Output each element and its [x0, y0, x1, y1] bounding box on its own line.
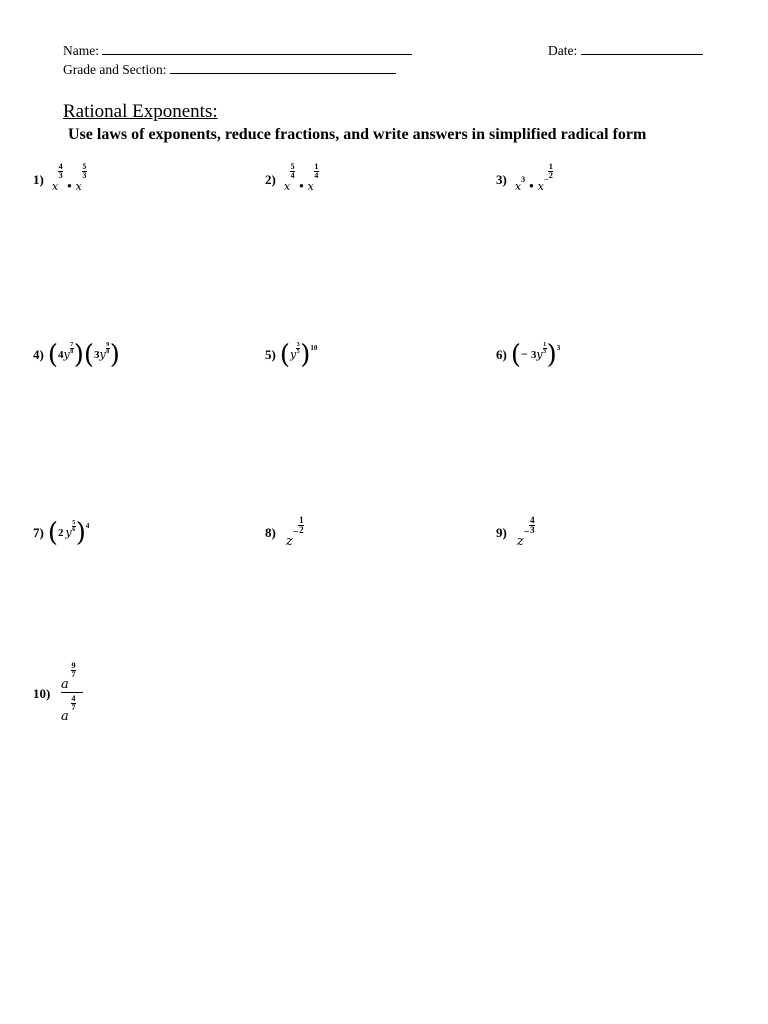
close-paren: ) [300, 340, 311, 370]
multiply-dot: • [299, 178, 304, 193]
date-field[interactable] [581, 42, 703, 55]
exponent-fraction: $\frac{5}{4}$ [290, 162, 295, 180]
variable: y [290, 348, 297, 361]
coefficient: 2 [58, 527, 64, 539]
close-paren: ) [75, 518, 86, 548]
problem-3 [496, 162, 553, 193]
problem-4 [33, 340, 120, 370]
problem-number: 2) [265, 172, 276, 187]
base: x [283, 180, 291, 193]
close-paren: ) [109, 340, 120, 370]
problem-6 [496, 340, 560, 370]
exponent-sign: − [543, 175, 549, 184]
problem-number: 1) [33, 172, 44, 187]
exponent-fraction: $\frac{4}{3}$ [58, 162, 63, 180]
variable: y [65, 526, 72, 539]
problem-8 [265, 515, 304, 549]
variable: y [536, 348, 543, 361]
variable: y [63, 348, 70, 361]
base: x [51, 180, 59, 193]
variable: y [99, 348, 106, 361]
exponent-fraction: $\frac{5}{6}$ [72, 520, 76, 533]
exponent-fraction: $\frac{9}{8}$ [106, 342, 110, 355]
problem-number: 10) [33, 686, 51, 701]
exponent-sign: − [292, 527, 299, 538]
problem-number: 6) [496, 347, 507, 362]
grade-label: Grade and Section: [63, 62, 167, 77]
grade-field[interactable] [170, 61, 396, 74]
variable: a [61, 677, 69, 692]
exponent-fraction: $\frac{1}{3}$ [543, 342, 547, 355]
base: x [307, 180, 314, 193]
exponent-fraction: $\frac{7}{8}$ [70, 342, 74, 355]
exponent-fraction: 9 7 [71, 661, 76, 679]
exponent-sign: − [523, 527, 530, 538]
date-label: Date: [548, 43, 578, 58]
open-paren: ( [83, 340, 95, 370]
problem-number: 5) [265, 347, 276, 362]
exponent-fraction: $\frac{1}{2}$ [548, 162, 553, 180]
denominator [61, 693, 85, 725]
numerator [61, 660, 85, 692]
open-paren: ( [47, 340, 58, 370]
open-paren: ( [510, 340, 521, 370]
exponent-fraction: $\frac{1}{4}$ [314, 162, 319, 180]
exponent-fraction: $\frac{3}{5}$ [296, 342, 300, 355]
outer-exponent: 10 [310, 344, 318, 352]
close-paren: ) [546, 340, 557, 370]
problem-2 [265, 162, 319, 193]
exponent-fraction: $\frac{5}{3}$ [82, 162, 87, 180]
date-row [548, 42, 703, 59]
instructions: Use laws of exponents, reduce fractions, and write answers in simplified radical form [68, 126, 647, 143]
base: x [75, 180, 82, 193]
name-row [63, 42, 412, 59]
problem-number: 3) [496, 172, 507, 187]
problem-number: 7) [33, 525, 44, 540]
base: x [537, 180, 544, 193]
problem-number: 8) [265, 525, 276, 540]
variable: z [285, 534, 293, 549]
open-paren: ( [47, 518, 58, 548]
coefficient: 3 [530, 349, 537, 361]
problem-5 [265, 340, 317, 370]
problem-number: 4) [33, 347, 44, 362]
fraction [61, 660, 85, 725]
worksheet-title: Rational Exponents: [63, 101, 218, 122]
close-paren: ) [73, 340, 84, 370]
coefficient: 4 [58, 349, 64, 361]
open-paren: ( [279, 340, 290, 370]
problem-1 [33, 162, 87, 193]
multiply-dot: • [529, 178, 534, 193]
variable: a [61, 709, 69, 724]
name-label: Name: [63, 43, 99, 58]
name-field[interactable] [102, 42, 412, 55]
minus-sign: − [521, 347, 528, 361]
multiply-dot: • [67, 178, 72, 193]
outer-exponent: 4 [85, 522, 90, 530]
variable: z [516, 534, 524, 549]
exponent: 3 [521, 175, 526, 184]
outer-exponent: 3 [556, 344, 561, 352]
problem-number: 9) [496, 525, 507, 540]
coefficient: 3 [94, 349, 100, 361]
grade-row [63, 61, 396, 78]
exponent-fraction: $\frac{1}{2}$ [299, 515, 304, 535]
exponent-fraction: 4 7 [71, 694, 76, 712]
problem-9 [496, 515, 535, 549]
exponent-fraction: $\frac{4}{3}$ [530, 515, 535, 535]
problem-7 [33, 518, 89, 548]
base: x [514, 180, 522, 193]
